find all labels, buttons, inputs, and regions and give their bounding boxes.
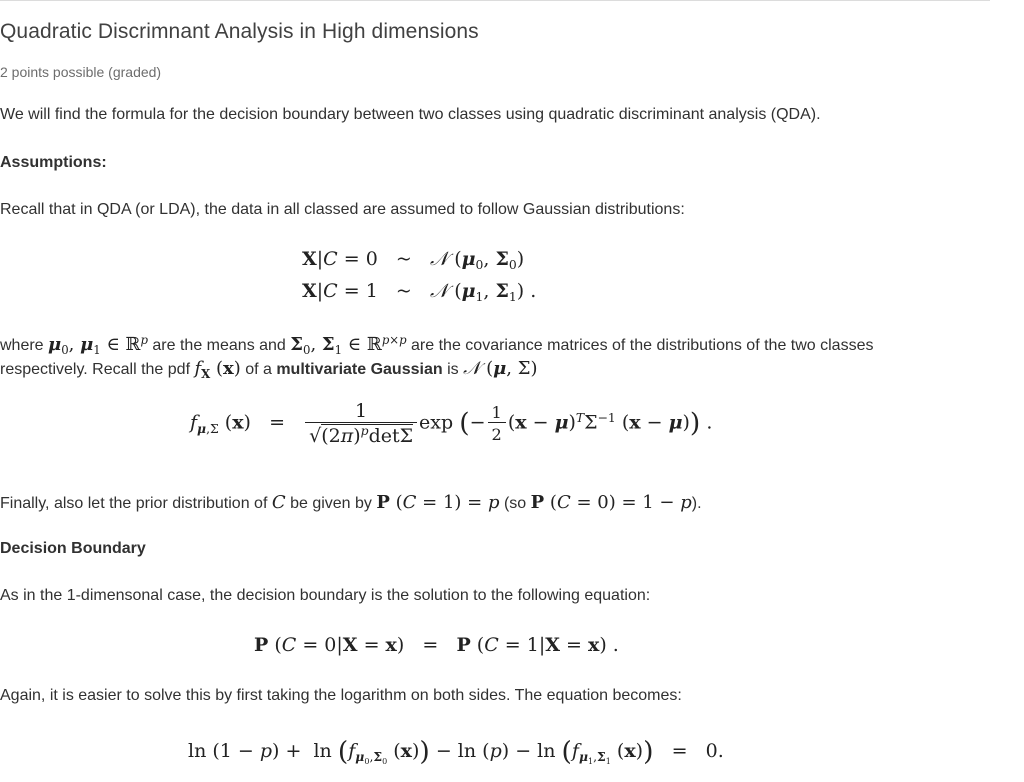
distribution-equation-2: X|C = 1 ~ 𝒩 ($\mu_1$, $\Sigma_1$) . [302, 280, 537, 305]
assumptions-heading: Assumptions: [0, 154, 107, 171]
finally-paragraph: Finally, also let the prior distribution of C be given by P (C = 1) = p (so P (C = 0) = 1 − p). [0, 492, 702, 513]
distribution-equation-1: X|C = 0 ~ 𝒩 ($\mu_0$, $\Sigma_0$) [302, 248, 525, 273]
where-paragraph-line2: respectively. Recall the pdf $f_X$ (x) of a multivariate Gaussian is 𝒩 (μ, Σ) [0, 358, 538, 382]
decision-boundary-heading: Decision Boundary [0, 540, 146, 557]
pdf-formula: $f_{\mu,\Sigma}$ (x) = $\frac{1}{√(2\pi)^p\det\Sigma}$ exp (− $\frac{1}{2}$ $(x - \mu)^T\Sigma^{-1}$ (x − μ)) . [190, 400, 713, 447]
points-possible: 2 points possible (graded) [0, 64, 162, 80]
again-paragraph: Again, it is easier to solve this by first taking the logarithm on both sides. The equation becomes: [0, 687, 682, 704]
decision-paragraph: As in the 1-dimensonal case, the decision boundary is the solution to the following equation: [0, 587, 651, 604]
log-equation: $\ln (1 - p) + \ln (f_{\mu_0,\Sigma_0}$ $(x)) - \ln (p) - \ln (f_{\mu_1,\Sigma_1}$ (x)) = 0. [188, 736, 724, 767]
recall-paragraph: Recall that in QDA (or LDA), the data in all classed are assumed to follow Gaussian distributions: [0, 201, 685, 218]
problem-title: Quadratic Discrimnant Analysis in High dimensions [0, 20, 479, 43]
intro-paragraph: We will find the formula for the decision boundary between two classes using quadratic discriminant analysis (QDA). [0, 106, 821, 123]
top-divider [0, 0, 990, 1]
decision-equation: P (C = 0|X = x) = P (C = 1|X = x) . [254, 634, 619, 656]
where-paragraph-line1: where $\mu_0$, $\mu_1$ ∈ ℝ$^p$ are the means and $\Sigma_0$, $\Sigma_1$ ∈ ℝ$^{p\times p}$ are the covariance matrices of the distributions of the two classes [0, 332, 874, 358]
